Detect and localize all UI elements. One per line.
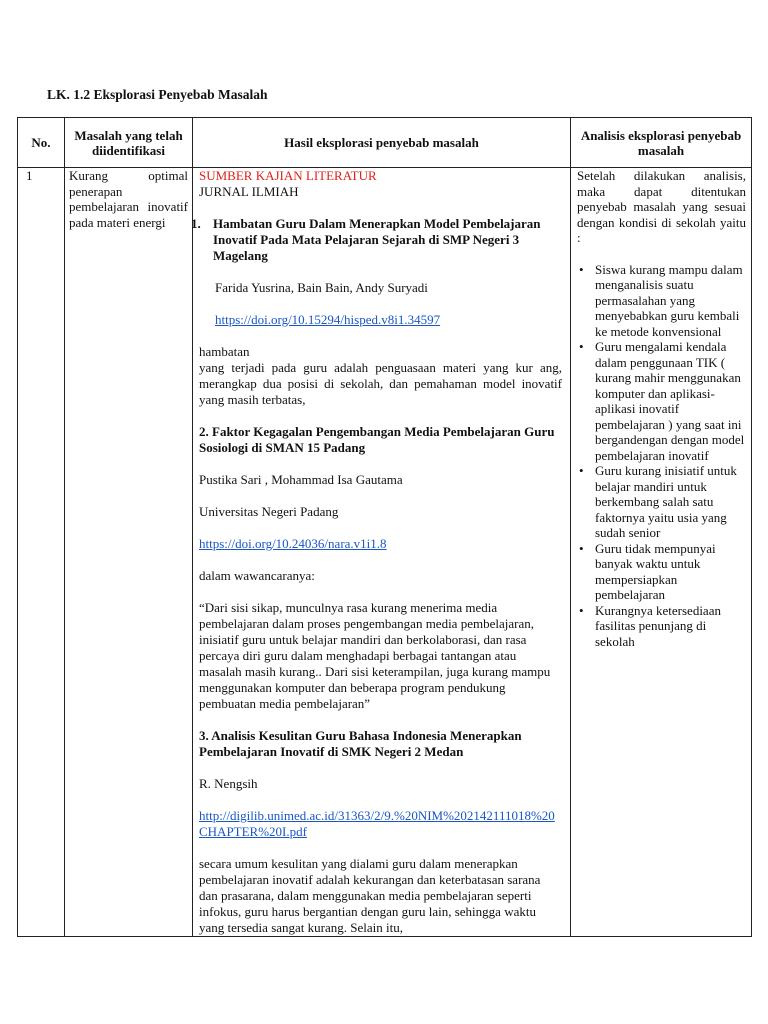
list-item: • Kurangnya ketersediaan fasilitas penunjang di sekolah: [577, 603, 746, 650]
reference-2-title: 2. Faktor Kegagalan Pengembangan Media Pembelajaran Guru Sosiologi di SMAN 15 Padang: [199, 424, 555, 455]
reference-1-title-text: Hambatan Guru Dalam Menerapkan Model Pembelajaran Inovatif Pada Mata Pelajaran Sejarah di SMP Negeri 3 Magelang: [213, 216, 541, 263]
list-item: • Guru tidak mempunyai banyak waktu untuk mempersiapkan pembelajaran: [577, 541, 746, 603]
reference-2-quote: “Dari sisi sikap, munculnya rasa kurang menerima media pembelajaran dalam proses pengembangan media pembelajaran, inisiatif guru untuk belajar mandiri dan berkolaborasi, dan rasa percaya diri guru dalam menghadapi berbagai tantangan atau masalah masih kurang.. Dari sisi keterampilan, juga kurang mampu menggunakan komputer dan beberapa program pendukung pembuatan media pembelajaran”: [199, 600, 551, 711]
reference-3-note: secara umum kesulitan yang dialami guru dalam menerapkan pembelajaran inovatif adalah kekurangan dan keterbatasan sarana dan prasarana, dalam menggunakan media pembelajaran seperti infokus, guru harus bergantian dengan guru lain, sehingga waktu yang tersedia sangat kurang. Selain itu,: [199, 856, 541, 935]
reference-2-authors: Pustika Sari , Mohammad Isa Gautama: [199, 472, 403, 487]
reference-1-link[interactable]: https://doi.org/10.15294/hisped.v8i1.34597: [215, 312, 441, 327]
exploration-analysis: [571, 168, 752, 937]
reference-3-title: 3. Analisis Kesulitan Guru Bahasa Indonesia Menerapkan Pembelajaran Inovatif di SMK Negeri 2 Medan: [199, 728, 522, 759]
reference-2-note-label: dalam wawancaranya:: [199, 568, 315, 583]
header-analisis: Analisis eksplorasi penyebab masalah: [571, 118, 752, 168]
header-no: No.: [18, 118, 65, 168]
identified-problem: Kurang optimal penerapan pembelajaran inovatif pada materi energi: [65, 168, 193, 937]
reference-3-link[interactable]: http://digilib.unimed.ac.id/31363/2/9.%20NIM%202142111018%20CHAPTER%20I.pdf: [199, 808, 555, 839]
analysis-cause-list: [577, 262, 746, 650]
exploration-results: [193, 168, 571, 937]
reference-1-number: 1.: [191, 216, 201, 231]
reference-2-link[interactable]: https://doi.org/10.24036/nara.v1i1.8: [199, 536, 387, 551]
header-masalah: Masalah yang telah diidentifikasi: [65, 118, 193, 168]
reference-2-institution: Universitas Negeri Padang: [199, 504, 339, 519]
reference-3-authors: R. Nengsih: [199, 776, 258, 791]
reference-1-title: [191, 216, 562, 264]
header-hasil: Hasil eksplorasi penyebab masalah: [193, 118, 571, 168]
table-header-row: [18, 118, 752, 168]
exploration-table: [17, 117, 752, 937]
reference-1-authors: Farida Yusrina, Bain Bain, Andy Suryadi: [215, 280, 428, 295]
document-title: LK. 1.2 Eksplorasi Penyebab Masalah: [47, 87, 268, 102]
source-type: JURNAL ILMIAH: [199, 184, 299, 199]
reference-1-note-label: hambatan: [199, 344, 250, 359]
reference-1-note: yang terjadi pada guru adalah penguasaan materi yang kur ang, merangkap dua posisi di sekolah, dan pemahaman model inovatif yang masih terbatas,: [199, 360, 562, 407]
list-item: • Guru kurang inisiatif untuk belajar mandiri untuk berkembang salah satu faktornya yaitu usia yang sudah senior: [577, 463, 746, 541]
analysis-intro: Setelah dilakukan analisis, maka dapat ditentukan penyebab masalah yang sesuai dengan kondisi di sekolah yaitu :: [577, 168, 746, 245]
table-row: [18, 168, 752, 937]
list-item: • Guru mengalami kendala dalam penggunaan TIK ( kurang mahir menggunakan komputer dan aplikasi-aplikasi inovatif pembelajaran ) yang saat ini bergandengan dengan model pembelajaran inovatif: [577, 339, 746, 463]
list-item: • Siswa kurang mampu dalam menganalisis suatu permasalahan yang menyebabkan guru kembali ke metode konvensional: [577, 262, 746, 340]
source-label: SUMBER KAJIAN LITERATUR: [199, 168, 377, 183]
row-number: 1: [18, 168, 65, 937]
